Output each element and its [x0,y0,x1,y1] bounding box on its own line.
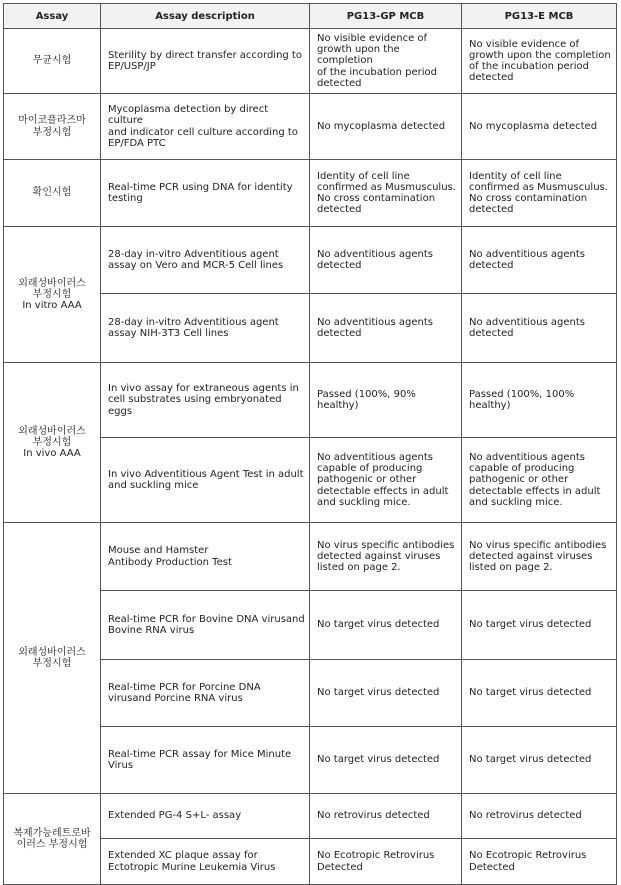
assay-name-cell: 외래성바이러스 부정시험 In vitro AAA [3,226,101,363]
header-assay: Assay [3,3,101,29]
assay-description-cell: 28-day in-vitro Adventitious agent assay on Vero and MCR-5 Cell lines [100,226,310,294]
pg13-gp-result-cell: No visible evidence of growth upon the completion of the incubation period detected [309,28,462,94]
pg13-gp-result-cell: Identity of cell line confirmed as Musmusculus. No cross contamination detected [309,159,462,227]
assay-description-cell: Extended XC plaque assay for Ectotropic Murine Leukemia Virus [100,838,310,885]
pg13-e-result-cell: No retrovirus detected [461,793,617,839]
pg13-gp-result-cell: No virus specific antibodies detected against viruses listed on page 2. [309,522,462,591]
pg13-e-result-cell: No visible evidence of growth upon the completion of the incubation period detected [461,28,617,94]
pg13-gp-result-cell: No target virus detected [309,726,462,794]
assay-name-cell: 확인시험 [3,159,101,227]
header-pg13-e-mcb: PG13-E MCB [461,3,617,29]
header-pg13-gp-mcb: PG13-GP MCB [309,3,462,29]
header-assay-description: Assay description [100,3,310,29]
assay-name-cell: 외래성바이러스 부정시험 In vivo AAA [3,362,101,523]
assay-description-cell: 28-day in-vitro Adventitious agent assay NIH-3T3 Cell lines [100,293,310,363]
pg13-e-result-cell: No adventitious agents detected [461,293,617,363]
assay-description-cell: Sterility by direct transfer according to EP/USP/JP [100,28,310,94]
assay-name-cell: 마이코플라즈마 부정시험 [3,93,101,160]
pg13-e-result-cell: No adventitious agents capable of producing pathogenic or other detectable effects in adult and suckling mice. [461,437,617,523]
assay-description-cell: In vivo Adventitious Agent Test in adult and suckling mice [100,437,310,523]
assay-description-cell: Real-time PCR assay for Mice Minute Virus [100,726,310,794]
pg13-gp-result-cell: No adventitious agents capable of producing pathogenic or other detectable effects in adult and suckling mice. [309,437,462,523]
pg13-gp-result-cell: No adventitious agents detected [309,293,462,363]
pg13-gp-result-cell: No adventitious agents detected [309,226,462,294]
pg13-e-result-cell: No mycoplasma detected [461,93,617,160]
pg13-gp-result-cell: Passed (100%, 90% healthy) [309,362,462,438]
pg13-gp-result-cell: No target virus detected [309,590,462,660]
pg13-e-result-cell: No Ecotropic Retrovirus Detected [461,838,617,885]
assay-name-cell: 무균시험 [3,28,101,94]
assay-description-cell: Real-time PCR for Bovine DNA virusand Bovine RNA virus [100,590,310,660]
assay-description-cell: Real-time PCR using DNA for identity testing [100,159,310,227]
pg13-e-result-cell: No virus specific antibodies detected against viruses listed on page 2. [461,522,617,591]
assay-description-cell: Mycoplasma detection by direct culture and indicator cell culture according to EP/FDA PTC [100,93,310,160]
pg13-gp-result-cell: No retrovirus detected [309,793,462,839]
pg13-gp-result-cell: No mycoplasma detected [309,93,462,160]
assay-description-cell: Real-time PCR for Porcine DNA virusand Porcine RNA virus [100,659,310,727]
pg13-e-result-cell: Identity of cell line confirmed as Musmusculus. No cross contamination detected [461,159,617,227]
pg13-gp-result-cell: No target virus detected [309,659,462,727]
pg13-e-result-cell: No adventitious agents detected [461,226,617,294]
pg13-e-result-cell: No target virus detected [461,726,617,794]
assay-description-cell: Extended PG-4 S+L- assay [100,793,310,839]
assay-name-cell: 외래성바이러스 부정시험 [3,522,101,794]
pg13-e-result-cell: No target virus detected [461,659,617,727]
pg13-e-result-cell: No target virus detected [461,590,617,660]
assay-description-cell: In vivo assay for extraneous agents in cell substrates using embryonated eggs [100,362,310,438]
pg13-e-result-cell: Passed (100%, 100% healthy) [461,362,617,438]
pg13-gp-result-cell: No Ecotropic Retrovirus Detected [309,838,462,885]
assay-name-cell: 복제가능레트로바 이러스 부정시험 [3,793,101,885]
assay-table [3,3,617,873]
assay-description-cell: Mouse and Hamster Antibody Production Test [100,522,310,591]
